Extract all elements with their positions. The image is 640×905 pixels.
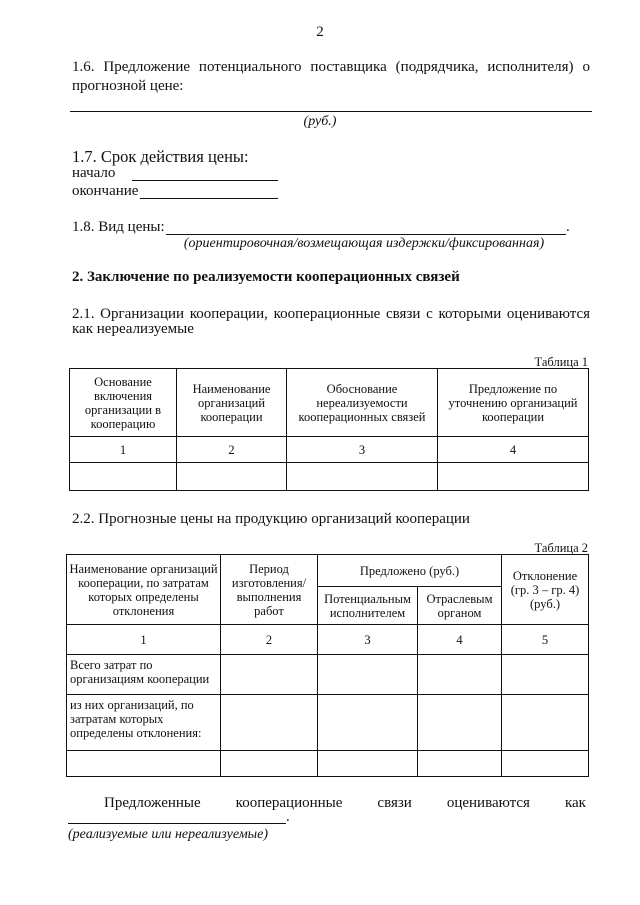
section-2-heading: 2. Заключение по реализуемости кооперационных связей xyxy=(72,269,460,285)
table2-cell xyxy=(418,751,502,777)
table1-caption: Таблица 1 xyxy=(534,355,588,369)
table1-col-number: 3 xyxy=(287,437,438,463)
table2-row-deviations: из них организаций, по затратам которых определены отклонения: xyxy=(67,695,221,751)
table2-cell xyxy=(318,751,418,777)
table2-col-number: 4 xyxy=(418,625,502,655)
section-1-8-label: 1.8. Вид цены: xyxy=(72,219,165,235)
table2-header-period: Период изготовления/ выполнения работ xyxy=(221,555,318,625)
table2-header-executor: Потенциальным исполнителем xyxy=(318,587,418,625)
table1-header-justification: Обоснование нереализуемости кооперационных связей xyxy=(287,369,438,437)
table2-cell xyxy=(502,751,589,777)
table2-col-number: 1 xyxy=(67,625,221,655)
table1-cell xyxy=(70,463,177,491)
start-label: начало xyxy=(72,165,116,181)
table2-cell xyxy=(502,695,589,751)
table1-cell xyxy=(438,463,589,491)
table2-header-deviation: Отклонение (гр. 3 – гр. 4) (руб.) xyxy=(502,555,589,625)
section-1-6-line2: прогнозной цене: xyxy=(72,78,184,94)
table2-cell xyxy=(221,751,318,777)
table2-cell xyxy=(318,655,418,695)
table2-cell xyxy=(418,655,502,695)
closing-word: Предложенные xyxy=(104,795,201,811)
table2-col-number: 2 xyxy=(221,625,318,655)
table-2 xyxy=(66,554,589,777)
table2-col-number: 5 xyxy=(502,625,589,655)
price-type-line xyxy=(166,234,566,235)
price-unit: (руб.) xyxy=(303,114,337,129)
table2-row-total: Всего затрат по организациям кооперации xyxy=(67,655,221,695)
closing-hint: (реализуемые или нереализуемые) xyxy=(68,827,269,842)
table1-header-proposal: Предложение по уточнению организаций кооперации xyxy=(438,369,589,437)
section-2-1-line1: 2.1. Организации кооперации, кооперационные связи с которыми оцениваются xyxy=(72,306,590,322)
closing-statement xyxy=(104,794,586,813)
section-2-1-line2: как нереализуемые xyxy=(72,321,194,337)
table2-cell xyxy=(67,751,221,777)
table1-header-name: Наименование организаций кооперации xyxy=(177,369,287,437)
page-number: 2 xyxy=(316,24,324,40)
closing-word: связи xyxy=(377,795,412,811)
section-1-7-title: 1.7. Срок действия цены: xyxy=(72,147,249,166)
table2-header-agency: Отраслевым органом xyxy=(418,587,502,625)
price-line xyxy=(70,111,592,112)
table2-cell xyxy=(418,695,502,751)
start-line xyxy=(132,180,278,181)
section-2-2-text: 2.2. Прогнозные цены на продукцию организаций кооперации xyxy=(72,511,470,527)
section-1-6-line1: 1.6. Предложение потенциального поставщика (подрядчика, исполнителя) о xyxy=(72,59,590,75)
table2-col-number: 3 xyxy=(318,625,418,655)
table2-header-offered: Предложено (руб.) xyxy=(318,555,502,587)
end-label: окончание xyxy=(72,183,139,199)
closing-dot: . xyxy=(286,809,290,825)
table2-caption: Таблица 2 xyxy=(534,541,588,555)
closing-line xyxy=(68,823,286,824)
table1-header-basis: Основание включения организации в кооперацию xyxy=(70,369,177,437)
table2-header-name: Наименование организаций кооперации, по затратам которых определены отклонения xyxy=(67,555,221,625)
table1-cell xyxy=(287,463,438,491)
closing-word: кооперационные xyxy=(235,795,343,811)
table1-col-number: 2 xyxy=(177,437,287,463)
table1-col-number: 1 xyxy=(70,437,177,463)
table1-col-number: 4 xyxy=(438,437,589,463)
price-type-dot: . xyxy=(566,219,570,235)
table2-cell xyxy=(318,695,418,751)
table2-cell xyxy=(221,655,318,695)
closing-word: как xyxy=(564,795,586,811)
table2-cell xyxy=(221,695,318,751)
table1-cell xyxy=(177,463,287,491)
price-type-hint: (ориентировочная/возмещающая издержки/фиксированная) xyxy=(183,236,545,251)
table2-cell xyxy=(502,655,589,695)
end-line xyxy=(140,198,278,199)
table-1 xyxy=(69,368,589,491)
closing-word: оцениваются xyxy=(446,795,530,811)
